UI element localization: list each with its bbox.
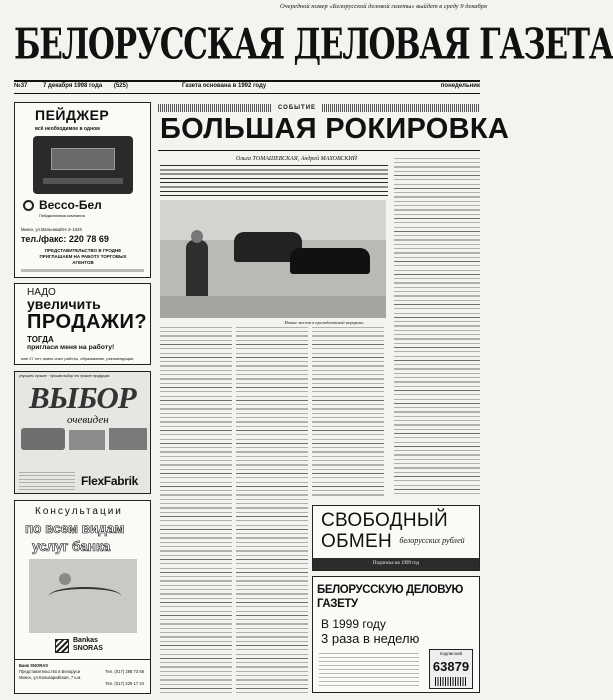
lead-authors: Ольга ТОМАШЕВСКАЯ, Андрей МАХОВСКИЙ <box>236 156 357 162</box>
weekday: понедельник <box>440 83 480 89</box>
flex-captions <box>21 454 147 466</box>
flex-product-image-2 <box>69 430 105 450</box>
sub-frequency: 3 раза в неделю <box>321 631 420 646</box>
vesso-logo-icon <box>23 200 34 211</box>
lead-column-3 <box>312 327 384 497</box>
exchange-line1: СВОБОДНЫЙ <box>321 510 448 531</box>
next-issue-notice: Очередной номер «Белорусской деловой газеты» выйдет в среду 9 декабря <box>279 3 487 10</box>
sub-title: БЕЛОРУССКУЮ ДЕЛОВУЮ ГАЗЕТУ <box>317 584 463 610</box>
flex-subtitle: очевиден <box>67 414 109 426</box>
lead-column-4 <box>394 158 480 496</box>
lead-rubric-bar <box>158 104 480 112</box>
sales-line3: ПРОДАЖИ? <box>27 311 148 333</box>
photo-caption: Новые места в президентской иерархии <box>284 320 364 325</box>
sales-line1: НАДО <box>27 287 56 298</box>
lead-intro <box>160 165 388 197</box>
bank-footer <box>15 659 150 693</box>
exchange-line3: белорусских рублей <box>399 536 465 545</box>
sales-job-ad <box>14 283 151 365</box>
flex-title: ВЫБОР <box>29 380 136 415</box>
vesso-name: Вессо-Бел <box>39 198 102 212</box>
newspaper-title: БЕЛОРУССКАЯ ДЕЛОВАЯ ГАЗЕТА <box>14 20 613 70</box>
flex-product-image-3 <box>109 428 147 450</box>
sales-line4: ТОГДА <box>27 335 54 344</box>
bank-footer-3: Минск, ул.Кальварийская, 7 к.м. <box>19 675 82 680</box>
issue-number: №37 <box>14 83 28 89</box>
vesso-phone: тел./факс: 220 78 69 <box>21 234 109 244</box>
bank-footer-2: Представительство в Беларуси <box>19 669 81 674</box>
masthead-rule-bottom <box>14 93 480 94</box>
bank-phone-1: Тел. (017) 288 73 68 <box>105 669 144 674</box>
sub-index-badge <box>429 649 473 689</box>
vesso-sub: Пейджинговая компания <box>39 213 85 218</box>
vesso-city: Минск, ул.Мельникайте 2–1020 <box>21 227 82 232</box>
bank-line3: услуг банка <box>32 539 111 554</box>
bank-photo <box>29 559 137 633</box>
flex-brand: FlexFabrik <box>81 474 139 488</box>
lead-rubric: СОБЫТИЕ <box>272 104 322 112</box>
lead-column-2 <box>236 327 308 693</box>
exchange-ad <box>312 505 480 571</box>
bank-name: Bankas SNORAS <box>73 637 103 652</box>
lead-column-1 <box>160 327 232 693</box>
pager-ad <box>14 102 151 278</box>
sub-fineprint <box>319 653 419 687</box>
sales-line5: пригласи меня на работу! <box>27 344 115 351</box>
flex-address <box>19 472 75 490</box>
vesso-note: ПРЕДСТАВИТЕЛЬСТВО В ГРОДНЕ ПРИГЛАШАЕМ НА РАБОТУ ТОРГОВЫХ АГЕНТОВ <box>39 248 127 265</box>
lead-photo <box>160 200 386 318</box>
bank-footer-1: Банк SNORAS <box>19 663 49 668</box>
bank-phone-2: Тел. (017) 229 17 24 <box>105 681 144 686</box>
barcode-icon <box>435 677 467 686</box>
pager-fineprint <box>21 269 144 272</box>
flexfabrik-ad <box>14 371 151 494</box>
pager-subtitle: всё необходимое в одном <box>35 126 100 132</box>
exchange-strip-text: Подписка на 1999 год <box>372 561 420 566</box>
exchange-line2: ОБМЕН <box>321 531 392 552</box>
sub-year: В 1999 году <box>321 617 386 631</box>
sales-line2: увеличить <box>27 296 101 312</box>
issue-date: 7 декабря 1998 года <box>43 83 103 89</box>
bank-ad <box>14 500 151 694</box>
issue-line <box>14 83 480 92</box>
sub-index-label: подписной <box>439 651 463 656</box>
sales-line6: мне 27 лет, имею опыт работы, образование, рекомендации <box>21 356 134 361</box>
lead-headline: БОЛЬШАЯ РОКИРОВКА <box>160 113 510 145</box>
lead-headline-rule <box>158 150 480 151</box>
founded-note: Газета основана в 1992 году <box>182 83 267 89</box>
bank-line2: по всем видам <box>25 521 125 536</box>
exchange-strip <box>313 558 479 570</box>
flex-product-image-1 <box>21 428 65 450</box>
bank-logo-icon <box>55 639 69 653</box>
subscription-ad <box>312 576 480 693</box>
flex-header: улучшить лучшее · лучшим выбор это лучшее продукция <box>19 374 110 378</box>
masthead-rule-top <box>14 80 480 82</box>
issue-total: (525) <box>113 83 128 89</box>
pager-title: ПЕЙДЖЕР <box>35 107 110 123</box>
sub-index: 63879 <box>432 659 470 674</box>
bank-line1: Консультации <box>35 506 123 517</box>
pager-device-image <box>33 136 133 194</box>
